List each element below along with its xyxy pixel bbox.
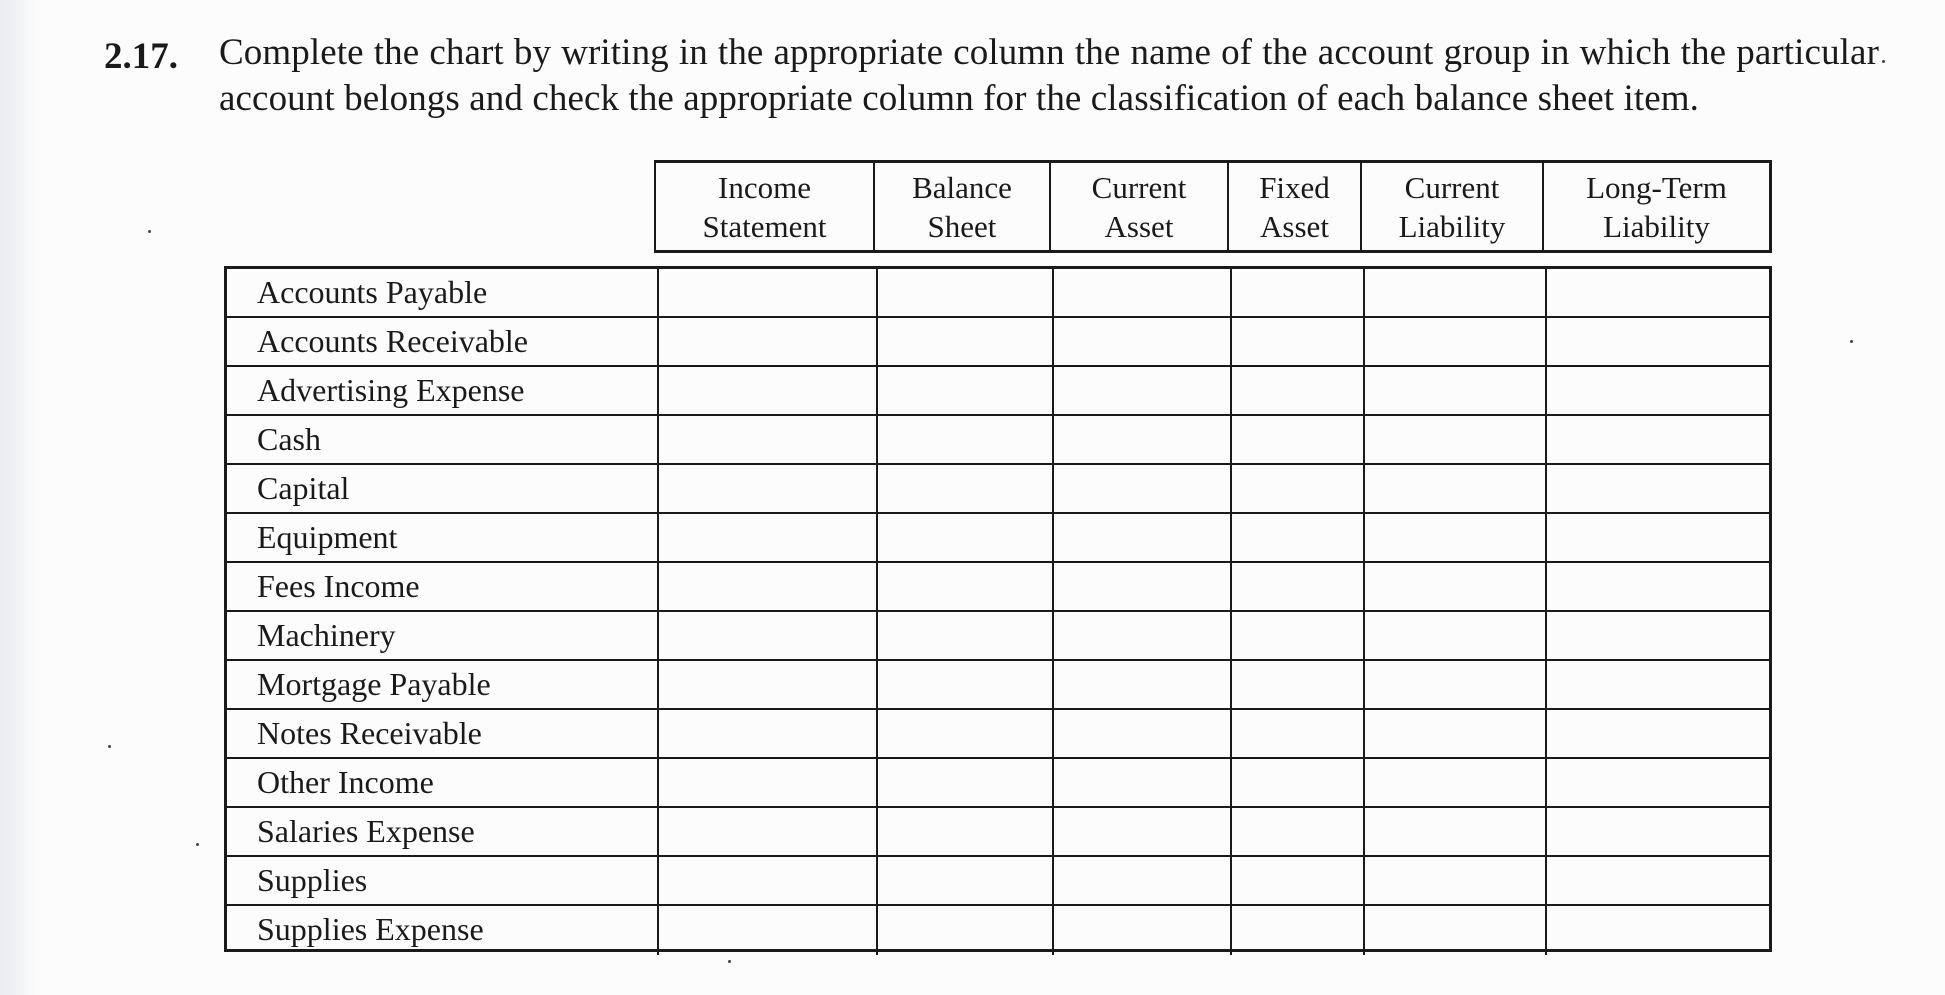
answer-cell[interactable] [657, 563, 876, 610]
answer-cell[interactable] [1230, 759, 1363, 806]
account-row [227, 710, 1769, 759]
answer-cell[interactable] [1363, 269, 1545, 316]
account-row [227, 759, 1769, 808]
answer-cell[interactable] [1230, 269, 1363, 316]
answer-cell[interactable] [657, 661, 876, 708]
answer-cell[interactable] [1052, 612, 1230, 659]
answer-cell[interactable] [1052, 808, 1230, 855]
answer-cell[interactable] [657, 759, 876, 806]
answer-cell[interactable] [1052, 416, 1230, 463]
answer-cell[interactable] [1230, 367, 1363, 414]
answer-cell[interactable] [657, 416, 876, 463]
answer-cell[interactable] [1052, 318, 1230, 365]
answer-cell[interactable] [1363, 710, 1545, 757]
answer-cell[interactable] [876, 906, 1052, 955]
account-row [227, 318, 1769, 367]
answer-cell[interactable] [876, 318, 1052, 365]
answer-cell[interactable] [1052, 465, 1230, 512]
answer-cell[interactable] [1052, 367, 1230, 414]
column-header-current-asset: Current Asset [1049, 163, 1227, 250]
answer-cell[interactable] [1545, 514, 1775, 561]
answer-cell[interactable] [1052, 906, 1230, 955]
answer-cell[interactable] [1363, 318, 1545, 365]
account-name: Notes Receivable [257, 715, 482, 751]
page-edge-shadow [0, 0, 36, 995]
answer-cell[interactable] [1230, 808, 1363, 855]
account-row [227, 661, 1769, 710]
column-header-income-statement: Income Statement [654, 163, 873, 250]
answer-cell[interactable] [1545, 416, 1775, 463]
problem-instructions: Complete the chart by writing in the appropriate column the name of the account group in which the particular account belongs and check the appropriate column for the classification of each balance sheet item. [219, 32, 1879, 119]
answer-cell[interactable] [1545, 465, 1775, 512]
answer-cell[interactable] [876, 465, 1052, 512]
answer-cell[interactable] [1545, 269, 1775, 316]
scan-speck [148, 230, 151, 233]
account-name: Equipment [257, 519, 398, 555]
answer-cell[interactable] [1363, 661, 1545, 708]
account-row [227, 906, 1769, 955]
answer-cell[interactable] [876, 563, 1052, 610]
answer-cell[interactable] [1363, 759, 1545, 806]
answer-cell[interactable] [876, 661, 1052, 708]
answer-cell[interactable] [1230, 465, 1363, 512]
scan-speck [1882, 60, 1885, 63]
column-header-balance-sheet: Balance Sheet [873, 163, 1049, 250]
answer-cell[interactable] [1052, 514, 1230, 561]
answer-cell[interactable] [1230, 661, 1363, 708]
answer-cell[interactable] [1230, 514, 1363, 561]
answer-cell[interactable] [657, 710, 876, 757]
account-row [227, 612, 1769, 661]
account-name: Salaries Expense [257, 813, 475, 849]
answer-cell[interactable] [1363, 612, 1545, 659]
answer-cell[interactable] [1230, 857, 1363, 904]
answer-cell[interactable] [1230, 416, 1363, 463]
answer-cell[interactable] [1545, 318, 1775, 365]
account-name: Other Income [257, 764, 434, 800]
account-name: Accounts Receivable [257, 323, 528, 359]
scan-speck [108, 745, 111, 748]
answer-cell[interactable] [657, 318, 876, 365]
account-name: Accounts Payable [257, 274, 488, 310]
answer-cell[interactable] [1230, 318, 1363, 365]
answer-cell[interactable] [657, 514, 876, 561]
answer-cell[interactable] [1545, 661, 1775, 708]
answer-cell[interactable] [1230, 563, 1363, 610]
answer-cell[interactable] [876, 612, 1052, 659]
problem-number: 2.17. [104, 36, 178, 77]
column-header-current-liability: Current Liability [1360, 163, 1542, 250]
account-name: Fees Income [257, 568, 420, 604]
answer-cell[interactable] [1052, 661, 1230, 708]
column-header-fixed-asset: Fixed Asset [1227, 163, 1360, 250]
answer-cell[interactable] [1545, 563, 1775, 610]
account-row [227, 563, 1769, 612]
answer-cell[interactable] [1545, 857, 1775, 904]
scan-speck [196, 843, 199, 846]
account-name: Mortgage Payable [257, 666, 491, 702]
column-header-long-term-liability: Long-Term Liability [1542, 163, 1772, 250]
answer-cell[interactable] [1545, 906, 1775, 955]
answer-cell[interactable] [657, 612, 876, 659]
answer-cell[interactable] [657, 367, 876, 414]
answer-cell[interactable] [1363, 367, 1545, 414]
answer-cell[interactable] [657, 808, 876, 855]
account-row [227, 465, 1769, 514]
answer-cell[interactable] [1363, 906, 1545, 955]
account-name: Machinery [257, 617, 396, 653]
answer-cell[interactable] [657, 906, 876, 955]
answer-cell[interactable] [1230, 612, 1363, 659]
account-name: Cash [257, 421, 321, 457]
scan-speck [728, 960, 731, 963]
account-row [227, 857, 1769, 906]
account-row [227, 808, 1769, 857]
account-row [227, 416, 1769, 465]
account-name: Supplies Expense [257, 911, 484, 947]
scan-speck [1850, 340, 1853, 343]
account-name: Advertising Expense [257, 372, 525, 408]
account-row [227, 514, 1769, 563]
answer-cell[interactable] [657, 857, 876, 904]
answer-cell[interactable] [1052, 563, 1230, 610]
answer-cell[interactable] [1545, 710, 1775, 757]
account-row [227, 269, 1769, 318]
answer-cell[interactable] [1363, 416, 1545, 463]
account-row [227, 367, 1769, 416]
account-name: Capital [257, 470, 350, 506]
answer-cell[interactable] [1545, 612, 1775, 659]
answer-cell[interactable] [1052, 759, 1230, 806]
answer-cell[interactable] [1052, 857, 1230, 904]
answer-cell[interactable] [1363, 857, 1545, 904]
answer-cell[interactable] [1363, 514, 1545, 561]
answer-cell[interactable] [876, 759, 1052, 806]
answer-cell[interactable] [876, 367, 1052, 414]
answer-cell[interactable] [876, 514, 1052, 561]
answer-cell[interactable] [1363, 808, 1545, 855]
answer-cell[interactable] [657, 465, 876, 512]
answer-cell[interactable] [1545, 367, 1775, 414]
answer-cell[interactable] [1363, 465, 1545, 512]
answer-cell[interactable] [657, 269, 876, 316]
answer-cell[interactable] [876, 857, 1052, 904]
answer-cell[interactable] [876, 269, 1052, 316]
answer-cell[interactable] [876, 416, 1052, 463]
answer-cell[interactable] [1052, 269, 1230, 316]
answer-cell[interactable] [1545, 808, 1775, 855]
answer-cell[interactable] [1545, 759, 1775, 806]
answer-cell[interactable] [1230, 906, 1363, 955]
answer-cell[interactable] [876, 808, 1052, 855]
answer-cell[interactable] [1363, 563, 1545, 610]
answer-cell[interactable] [1052, 710, 1230, 757]
account-name: Supplies [257, 862, 368, 898]
column-header-row [654, 160, 1772, 253]
answer-cell[interactable] [1230, 710, 1363, 757]
answer-cell[interactable] [876, 710, 1052, 757]
account-grid [224, 266, 1772, 952]
